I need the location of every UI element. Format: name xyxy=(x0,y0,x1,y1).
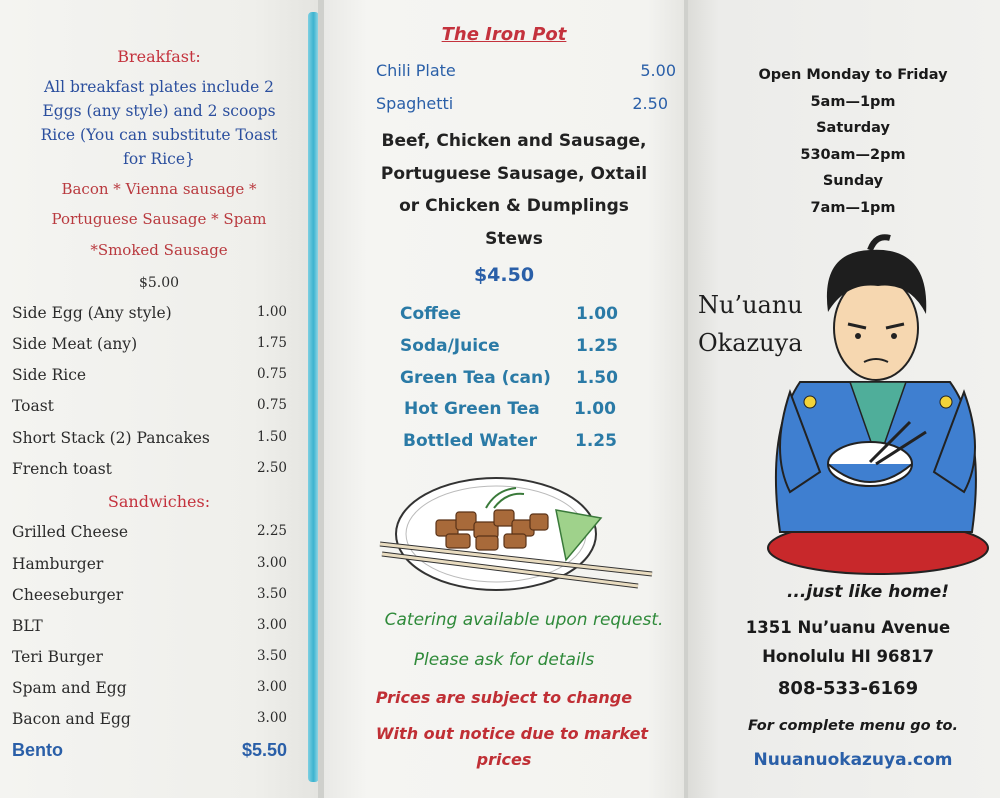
right-info-panel xyxy=(688,0,1000,798)
menu-row xyxy=(12,617,287,641)
samurai-mascot-illustration xyxy=(750,232,998,580)
complete-menu-note: For complete menu go to. xyxy=(747,718,959,734)
item-name: Side Rice xyxy=(12,366,87,384)
item-name: Toast xyxy=(12,397,54,415)
item-name: Cheeseburger xyxy=(12,586,124,604)
stew-line: Stews xyxy=(485,228,543,249)
breakfast-note-line: Rice (You can substitute Toast xyxy=(40,126,278,144)
menu-row xyxy=(12,710,287,734)
meat-options-line: *Smoked Sausage xyxy=(90,241,228,259)
item-price: 3.50 xyxy=(256,648,287,664)
item-name: Hamburger xyxy=(12,555,104,573)
price-notice-line: Prices are subject to change xyxy=(375,688,633,707)
menu-row xyxy=(12,397,287,421)
hours-line: 5am—1pm xyxy=(810,93,896,110)
plate-price: $5.00 xyxy=(138,275,180,291)
item-price: 0.75 xyxy=(256,366,287,382)
logo-text-line: Nu’uanu xyxy=(698,291,803,319)
item-name: Green Tea (can) xyxy=(400,368,551,388)
menu-row xyxy=(12,335,287,359)
item-name: Coffee xyxy=(400,304,461,324)
menu-row xyxy=(12,429,287,453)
opening-hours xyxy=(708,62,998,221)
item-price: 1.50 xyxy=(576,368,618,388)
item-name: Grilled Cheese xyxy=(12,523,129,541)
item-price: 1.25 xyxy=(575,431,617,451)
hours-line: 7am—1pm xyxy=(810,199,896,216)
menu-row xyxy=(376,61,676,80)
item-name: Bento xyxy=(12,740,63,760)
menu-row xyxy=(12,366,287,390)
item-name: Chili Plate xyxy=(376,61,456,80)
item-price: 2.50 xyxy=(256,460,287,476)
item-price: 1.00 xyxy=(256,304,287,320)
item-name: French toast xyxy=(12,460,112,478)
address-line: Honolulu HI 96817 xyxy=(762,647,934,666)
item-name: BLT xyxy=(12,617,43,635)
menu-row xyxy=(12,523,287,547)
menu-row xyxy=(12,555,287,579)
stew-description xyxy=(364,125,664,255)
stew-price: $4.50 xyxy=(473,264,535,286)
item-name: Short Stack (2) Pancakes xyxy=(12,429,210,447)
item-price: 1.00 xyxy=(576,304,618,324)
ask-note: Please ask for details xyxy=(413,650,595,670)
price-notice-line: prices xyxy=(476,750,532,769)
menu-row xyxy=(12,586,287,610)
breakfast-heading: Breakfast: xyxy=(117,47,201,66)
left-menu-panel xyxy=(0,0,318,798)
menu-row xyxy=(12,304,287,328)
breakfast-note-line: All breakfast plates include 2 xyxy=(43,78,275,96)
item-name: Teri Burger xyxy=(12,648,103,666)
bowl-of-food-illustration xyxy=(376,470,666,600)
breakfast-note-line: for Rice} xyxy=(123,150,195,168)
phone-number: 808-533-6169 xyxy=(777,678,919,699)
item-price: 1.00 xyxy=(574,399,616,419)
item-price: 0.75 xyxy=(256,397,287,413)
drink-row xyxy=(403,431,633,451)
hours-line: Sunday xyxy=(822,173,884,189)
item-price: 3.50 xyxy=(256,586,287,602)
fold-stripe xyxy=(308,12,318,782)
menu-row xyxy=(376,94,676,113)
meat-options-line: Portuguese Sausage * Spam xyxy=(51,210,267,228)
tagline: ...just like home! xyxy=(786,582,950,602)
middle-menu-panel xyxy=(324,0,684,798)
item-price: 3.00 xyxy=(256,710,287,726)
hours-line: Open Monday to Friday xyxy=(758,67,948,83)
item-price: 1.75 xyxy=(256,335,287,351)
stew-line: or Chicken & Dumplings xyxy=(399,196,629,216)
sandwiches-heading: Sandwiches: xyxy=(107,492,211,511)
item-price: 3.00 xyxy=(256,617,287,633)
catering-note: Catering available upon request. xyxy=(384,610,664,630)
logo-text-line: Okazuya xyxy=(698,329,803,357)
website-link[interactable]: Nuuanuokazuya.com xyxy=(753,750,953,770)
item-price: 3.00 xyxy=(256,555,287,571)
stew-line: Beef, Chicken and Sausage, xyxy=(381,131,647,151)
drink-row xyxy=(400,336,630,356)
item-price: 2.25 xyxy=(256,523,287,539)
drink-row xyxy=(400,368,630,388)
address-line: 1351 Nu’uanu Avenue xyxy=(745,618,951,637)
drink-row xyxy=(400,304,630,324)
menu-row xyxy=(12,460,287,484)
item-price: 2.50 xyxy=(632,94,668,113)
section-title: The Iron Pot xyxy=(441,24,567,45)
bento-row xyxy=(12,740,287,764)
menu-row xyxy=(12,648,287,672)
drink-row xyxy=(404,399,634,419)
item-price: 1.25 xyxy=(576,336,618,356)
hours-line: 530am—2pm xyxy=(800,146,906,163)
breakfast-note-line: Eggs (any style) and 2 scoops xyxy=(42,102,276,120)
menu-row xyxy=(12,679,287,703)
item-name: Bacon and Egg xyxy=(12,710,131,728)
item-name: Spam and Egg xyxy=(12,679,127,697)
meat-options-line: Bacon * Vienna sausage * xyxy=(61,180,257,198)
item-name: Side Egg (Any style) xyxy=(12,304,172,322)
stew-line: Portuguese Sausage, Oxtail xyxy=(380,163,648,184)
hours-line: Saturday xyxy=(816,120,890,136)
price-notice-line: With out notice due to market xyxy=(375,724,649,743)
item-name: Bottled Water xyxy=(403,431,537,451)
item-price: 5.00 xyxy=(640,61,676,80)
item-name: Hot Green Tea xyxy=(404,399,540,419)
item-name: Soda/Juice xyxy=(400,336,500,356)
item-name: Side Meat (any) xyxy=(12,335,138,353)
item-price: 3.00 xyxy=(256,679,287,695)
item-price: 1.50 xyxy=(256,429,287,445)
item-name: Spaghetti xyxy=(376,94,454,113)
item-price: $5.50 xyxy=(241,740,287,760)
